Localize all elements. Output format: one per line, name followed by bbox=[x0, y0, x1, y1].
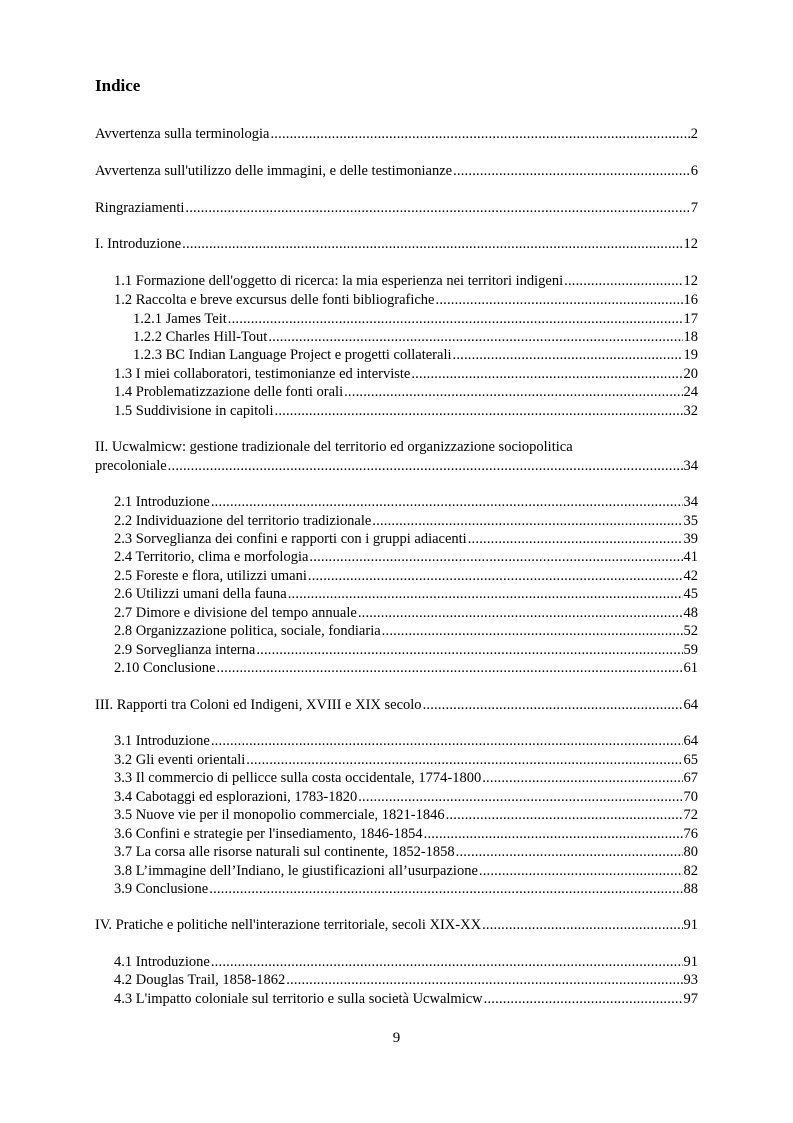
toc-entry-page: 52 bbox=[683, 623, 698, 639]
toc-chapter-title-line[interactable]: II. Ucwalmicw: gestione tradizionale del territorio ed organizzazione sociopolitica bbox=[95, 439, 573, 455]
toc-leader bbox=[256, 641, 682, 660]
toc-leader bbox=[453, 162, 690, 181]
toc-section[interactable] bbox=[114, 971, 698, 990]
toc-leader bbox=[344, 383, 682, 402]
toc-leader bbox=[424, 825, 683, 844]
toc-leader bbox=[482, 769, 682, 788]
toc-leader bbox=[309, 548, 682, 567]
toc-leader bbox=[456, 843, 683, 862]
toc-section[interactable] bbox=[114, 732, 698, 751]
toc-entry-page: 39 bbox=[683, 531, 698, 547]
toc-section[interactable] bbox=[114, 825, 698, 844]
toc-leader bbox=[564, 272, 682, 291]
toc-leader bbox=[168, 457, 683, 476]
toc-entry-page: 72 bbox=[683, 807, 698, 823]
toc-leader bbox=[436, 291, 683, 310]
toc-entry-page: 48 bbox=[683, 605, 698, 621]
toc-subsection[interactable] bbox=[133, 346, 698, 365]
toc-entry-title: 3.4 Cabotaggi ed esplorazioni, 1783-1820 bbox=[114, 789, 358, 805]
toc-leader bbox=[484, 990, 683, 1009]
toc-entry-title: 1.1 Formazione dell'oggetto di ricerca: la mia esperienza nei territori indigeni bbox=[114, 273, 564, 289]
toc-leader bbox=[358, 788, 682, 807]
toc-chapter[interactable] bbox=[95, 696, 698, 715]
toc-entry-title: 4.1 Introduzione bbox=[114, 954, 210, 970]
toc-entry-page: 65 bbox=[683, 752, 698, 768]
toc-entry-page: 59 bbox=[683, 642, 698, 658]
toc-leader bbox=[482, 916, 682, 935]
toc-entry-page: 7 bbox=[690, 200, 698, 216]
toc-entry-page: 12 bbox=[683, 273, 698, 289]
toc-entry[interactable] bbox=[95, 125, 698, 144]
toc-entry-title: 2.1 Introduzione bbox=[114, 494, 210, 510]
toc-subsection[interactable] bbox=[133, 328, 698, 347]
toc-section[interactable] bbox=[114, 512, 698, 531]
toc-entry-page: 17 bbox=[683, 311, 698, 327]
toc-leader bbox=[185, 199, 689, 218]
toc-leader bbox=[358, 604, 683, 623]
toc-section[interactable] bbox=[114, 990, 698, 1009]
toc-section[interactable] bbox=[114, 567, 698, 586]
toc-section[interactable] bbox=[114, 769, 698, 788]
toc-entry-page: 61 bbox=[683, 660, 698, 676]
page-number: 9 bbox=[392, 1030, 401, 1046]
toc-entry-page: 93 bbox=[683, 972, 698, 988]
toc-leader bbox=[211, 493, 683, 512]
toc-entry-page: 70 bbox=[683, 789, 698, 805]
toc-entry-title: 4.2 Douglas Trail, 1858-1862 bbox=[114, 972, 286, 988]
toc-entry-page: 19 bbox=[683, 347, 698, 363]
toc-entry-page: 80 bbox=[683, 844, 698, 860]
toc-subsection[interactable] bbox=[133, 310, 698, 329]
toc-section[interactable] bbox=[114, 365, 698, 384]
toc-entry-title: 2.7 Dimore e divisione del tempo annuale bbox=[114, 605, 357, 621]
toc-section[interactable] bbox=[114, 953, 698, 972]
toc-entry-title: 3.6 Confini e strategie per l'insediamento, 1846-1854 bbox=[114, 826, 423, 842]
toc-entry-title: 3.5 Nuove vie per il monopolio commerciale, 1821-1846 bbox=[114, 807, 445, 823]
page-title: Indice bbox=[95, 76, 141, 95]
toc-section[interactable] bbox=[114, 622, 698, 641]
toc-entry-title: Avvertenza sull'utilizzo delle immagini, e delle testimonianze bbox=[95, 163, 453, 179]
toc-section[interactable] bbox=[114, 751, 698, 770]
toc-leader bbox=[423, 696, 683, 715]
toc-leader bbox=[268, 328, 682, 347]
toc-entry-title: 2.3 Sorveglianza dei confini e rapporti con i gruppi adiacenti bbox=[114, 531, 467, 547]
toc-entry-page: 41 bbox=[683, 549, 698, 565]
toc-entry-title: precoloniale bbox=[95, 458, 167, 474]
toc-section[interactable] bbox=[114, 272, 698, 291]
toc-leader bbox=[270, 125, 689, 144]
toc-entry-title: 1.5 Suddivisione in capitoli bbox=[114, 403, 274, 419]
toc-entry[interactable] bbox=[95, 162, 698, 181]
toc-entry-page: 67 bbox=[683, 770, 698, 786]
toc-leader bbox=[211, 732, 683, 751]
toc-entry-page: 16 bbox=[683, 292, 698, 308]
toc-section[interactable] bbox=[114, 641, 698, 660]
toc-entry-page: 64 bbox=[683, 733, 698, 749]
toc-entry-title: 2.8 Organizzazione politica, sociale, fondiaria bbox=[114, 623, 381, 639]
toc-entry-title: 3.9 Conclusione bbox=[114, 881, 209, 897]
toc-leader bbox=[209, 880, 682, 899]
toc-entry-title: 4.3 L'impatto coloniale sul territorio e sulla società Ucwalmicw bbox=[114, 991, 483, 1007]
toc-entry-title: Avvertenza sulla terminologia bbox=[95, 126, 270, 142]
toc-entry-title: 2.5 Foreste e flora, utilizzi umani bbox=[114, 568, 307, 584]
toc-entry-title: III. Rapporti tra Coloni ed Indigeni, XVIII e XIX secolo bbox=[95, 697, 422, 713]
toc-leader bbox=[288, 585, 683, 604]
toc-leader bbox=[182, 235, 682, 254]
toc-entry-title: 1.2 Raccolta e breve excursus delle fonti bibliografiche bbox=[114, 292, 435, 308]
toc-entry-page: 82 bbox=[683, 863, 698, 879]
toc-entry-page: 91 bbox=[683, 917, 698, 933]
toc-leader bbox=[275, 402, 683, 421]
toc-entry-title: 3.2 Gli eventi orientali bbox=[114, 752, 246, 768]
toc-entry-title: Ringraziamenti bbox=[95, 200, 185, 216]
toc-section[interactable] bbox=[114, 402, 698, 421]
toc-entry-title: 3.3 Il commercio di pellicce sulla costa occidentale, 1774-1800 bbox=[114, 770, 482, 786]
toc-entry-page: 18 bbox=[683, 329, 698, 345]
toc-entry-title: 2.9 Sorveglianza interna bbox=[114, 642, 256, 658]
toc-entry-title: 3.8 L’immagine dell’Indiano, le giustificazioni all’usurpazione bbox=[114, 863, 478, 879]
toc-leader bbox=[308, 567, 683, 586]
toc-entry-page: 34 bbox=[683, 458, 698, 474]
toc-section[interactable] bbox=[114, 493, 698, 512]
toc-entry-page: 64 bbox=[683, 697, 698, 713]
toc-leader bbox=[211, 953, 683, 972]
toc-section[interactable] bbox=[114, 548, 698, 567]
toc-entry-page: 24 bbox=[683, 384, 698, 400]
toc-section[interactable] bbox=[114, 880, 698, 899]
toc-leader bbox=[446, 806, 683, 825]
toc-entry-page: 76 bbox=[683, 826, 698, 842]
toc-entry-title: 2.6 Utilizzi umani della fauna bbox=[114, 586, 287, 602]
toc-entry-title: 2.10 Conclusione bbox=[114, 660, 216, 676]
toc-chapter[interactable] bbox=[95, 235, 698, 254]
toc-leader bbox=[286, 971, 682, 990]
toc-entry[interactable] bbox=[95, 199, 698, 218]
toc-section[interactable] bbox=[114, 291, 698, 310]
toc-section[interactable] bbox=[114, 788, 698, 807]
toc-entry-title: 1.2.1 James Teit bbox=[133, 311, 227, 327]
toc-leader bbox=[411, 365, 682, 384]
toc-leader bbox=[228, 310, 683, 329]
toc-leader bbox=[217, 659, 683, 678]
toc-entry-title: 1.4 Problematizzazione delle fonti orali bbox=[114, 384, 344, 400]
toc-entry-page: 91 bbox=[683, 954, 698, 970]
toc-leader bbox=[468, 530, 683, 549]
toc-entry-title: IV. Pratiche e politiche nell'interazione territoriale, secoli XIX-XX bbox=[95, 917, 482, 933]
toc-entry-title: 3.1 Introduzione bbox=[114, 733, 210, 749]
toc-entry-title: 1.2.2 Charles Hill-Tout bbox=[133, 329, 268, 345]
toc-section[interactable] bbox=[114, 383, 698, 402]
toc-entry-page: 34 bbox=[683, 494, 698, 510]
toc-entry-title: 1.3 I miei collaboratori, testimonianze ed interviste bbox=[114, 366, 411, 382]
toc-entry-page: 6 bbox=[690, 163, 698, 179]
toc-section[interactable] bbox=[114, 659, 698, 678]
toc-section[interactable] bbox=[114, 843, 698, 862]
toc-chapter[interactable] bbox=[95, 916, 698, 935]
toc-entry-page: 12 bbox=[683, 236, 698, 252]
toc-entry-page: 42 bbox=[683, 568, 698, 584]
toc-entry-page: 45 bbox=[683, 586, 698, 602]
toc-entry-page: 88 bbox=[683, 881, 698, 897]
toc-section[interactable] bbox=[114, 530, 698, 549]
toc-entry-title: 3.7 La corsa alle risorse naturali sul continente, 1852-1858 bbox=[114, 844, 455, 860]
toc-leader bbox=[479, 862, 683, 881]
toc-entry-page: 2 bbox=[690, 126, 698, 142]
toc-leader bbox=[372, 512, 682, 531]
toc-leader bbox=[246, 751, 682, 770]
toc-entry-page: 35 bbox=[683, 513, 698, 529]
toc-section[interactable] bbox=[114, 806, 698, 825]
toc-entry-page: 32 bbox=[683, 403, 698, 419]
toc-section[interactable] bbox=[114, 862, 698, 881]
toc-entry-title: 2.4 Territorio, clima e morfologia bbox=[114, 549, 309, 565]
toc-entry-title: 2.2 Individuazione del territorio tradizionale bbox=[114, 513, 372, 529]
toc-entry-title: I. Introduzione bbox=[95, 236, 182, 252]
toc-leader bbox=[453, 346, 683, 365]
toc-entry-page: 97 bbox=[683, 991, 698, 1007]
toc-entry-page: 20 bbox=[683, 366, 698, 382]
toc-leader bbox=[382, 622, 683, 641]
toc-section[interactable] bbox=[114, 585, 698, 604]
toc-entry-title: 1.2.3 BC Indian Language Project e progetti collaterali bbox=[133, 347, 452, 363]
toc-chapter[interactable] bbox=[95, 457, 698, 476]
toc-section[interactable] bbox=[114, 604, 698, 623]
